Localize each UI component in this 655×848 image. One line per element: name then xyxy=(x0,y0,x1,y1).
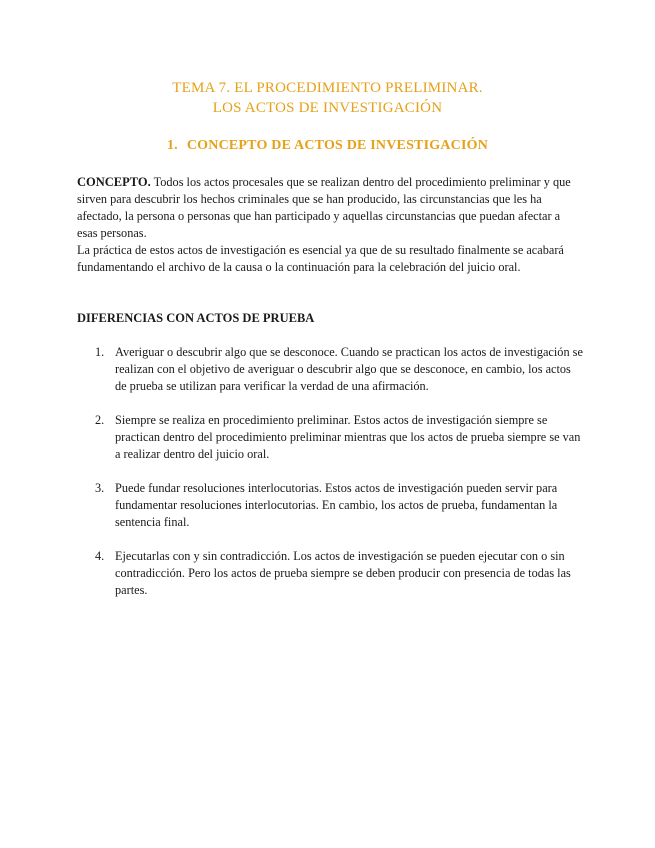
list-item-number: 1. xyxy=(95,345,105,359)
list-item-text: Averiguar o descubrir algo que se desconoce. Cuando se practican los actos de investigación se realizan con el objetivo de averiguar o descubrir algo que se desconoce, en cambio, los actos de prueba se utilizan para verificar la verdad de una afirmación. xyxy=(115,345,583,393)
differences-heading: DIFERENCIAS CON ACTOS DE PRUEBA xyxy=(77,311,315,325)
list-item-text: Puede fundar resoluciones interlocutorias. Estos actos de investigación pueden servir para fundamentar resoluciones interlocutorias. En cambio, los actos de prueba, fundamentan la sentencia final. xyxy=(115,481,558,529)
list-item-number: 4. xyxy=(95,549,105,563)
section-number: 1. xyxy=(166,138,178,153)
concept-block xyxy=(77,174,583,276)
document-title-line1: TEMA 7. EL PROCEDIMIENTO PRELIMINAR. xyxy=(172,80,483,96)
list-item-text: Ejecutarlas con y sin contradicción. Los actos de investigación se pueden ejecutar con o sin contradicción. Pero los actos de prueba siempre se deben producir con presencia de todas las partes. xyxy=(115,549,571,597)
section-heading xyxy=(0,137,655,155)
section-title: CONCEPTO DE ACTOS DE INVESTIGACIÓN xyxy=(186,138,489,153)
concept-paragraph-2: La práctica de estos actos de investigación es esencial ya que de su resultado finalmente se acabará fundamentando el archivo de la causa o la continuación para la celebración del juicio oral. xyxy=(77,243,564,274)
concept-text-1: Todos los actos procesales que se realizan dentro del procedimiento preliminar y que sirven para descubrir los hechos criminales que se han producido, las circunstancias que les ha afectado, la persona o personas que han participado y aquellas circunstancias que puedan afectar a esas personas. xyxy=(77,175,571,240)
concept-lead: CONCEPTO. xyxy=(77,175,151,189)
list-item-number: 3. xyxy=(95,481,105,495)
list-item-number: 2. xyxy=(95,413,105,427)
document-title-line2: LOS ACTOS DE INVESTIGACIÓN xyxy=(212,100,443,116)
concept-paragraph-1 xyxy=(77,174,583,242)
list-item-text: Siempre se realiza en procedimiento preliminar. Estos actos de investigación siempre se practican dentro del procedimiento preliminar mientras que los actos de prueba siempre se van a realizar dentro del juicio oral. xyxy=(115,413,581,461)
